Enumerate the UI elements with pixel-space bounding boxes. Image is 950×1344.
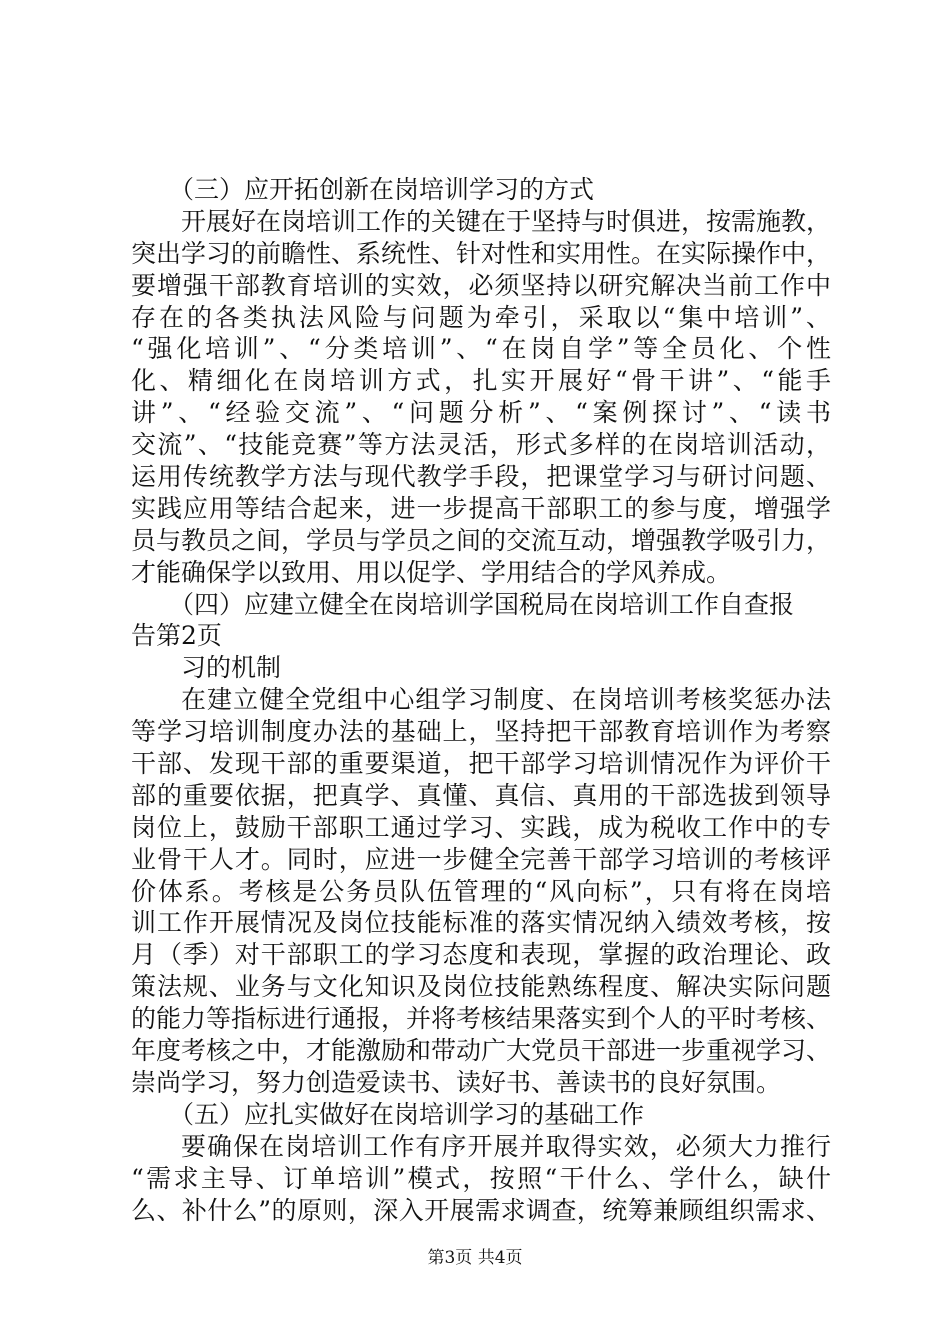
paragraph-line: 等学习培训制度办法的基础上，坚持把干部教育培训作为考察 [131,717,831,747]
paragraph-line: 崇尚学习，努力创造爱读书、读好书、善读书的良好氛围。 [131,1067,782,1097]
paragraph-line: 月（季）对干部职工的学习态度和表现，掌握的政治理论、政 [131,940,831,970]
section-heading: （四）应建立健全在岗培训学国税局在岗培训工作自查报 [169,589,795,619]
paragraph-line: “强化培训”、“分类培训”、“在岗自学”等全员化、个性 [131,334,831,364]
paragraph-line: 实践应用等结合起来，进一步提高干部职工的参与度，增强学 [131,493,831,523]
paragraph-line: 突出学习的前瞻性、系统性、针对性和实用性。在实际操作中， [131,238,832,268]
page-footer [0,1247,950,1269]
paragraph-line: 么、补什么”的原则，深入开展需求调查，统筹兼顾组织需求、 [131,1195,831,1225]
section-heading-continuation: 习的机制 [181,653,282,683]
paragraph-line: 的能力等指标进行通报，并将考核结果落实到个人的平时考核、 [131,1004,832,1034]
paragraph-line: 运用传统教学方法与现代教学手段，把课堂学习与研讨问题、 [131,462,831,492]
paragraph-line: 讲”、“经验交流”、“问题分析”、“案例探讨”、“读书 [131,398,831,428]
paragraph-line: 存在的各类执法风险与问题为牵引，采取以“集中培训”、 [131,302,831,332]
paragraph-line: “需求主导、订单培训”模式，按照“干什么、学什么，缺什 [131,1163,831,1193]
section-heading: （五）应扎实做好在岗培训学习的基础工作 [169,1099,645,1129]
paragraph-line: 年度考核之中，才能激励和带动广大党员干部进一步重视学习、 [131,1036,832,1066]
page-number: 第3页 共4页 [427,1248,523,1268]
paragraph-line: 部的重要依据，把真学、真懂、真信、真用的干部选拔到领导 [131,780,831,810]
paragraph-line: 开展好在岗培训工作的关键在于坚持与时俱进，按需施教， [181,206,832,236]
paragraph-line: 价体系。考核是公务员队伍管理的“风向标”，只有将在岗培 [131,876,831,906]
paragraph-line: 要增强干部教育培训的实效，必须坚持以研究解决当前工作中 [131,270,831,300]
paragraph-line: 干部、发现干部的重要渠道，把干部学习培训情况作为评价干 [131,749,831,779]
section-heading-continuation: 告第2页 [131,621,222,651]
section-heading: （三）应开拓创新在岗培训学习的方式 [169,175,595,204]
paragraph-line: 在建立健全党组中心组学习制度、在岗培训考核奖惩办法 [181,685,831,715]
document-body [131,174,831,1226]
paragraph-line: 业骨干人才。同时，应进一步健全完善干部学习培训的考核评 [131,844,831,874]
paragraph-line: 交流”、“技能竞赛”等方法灵活，形式多样的在岗培训活动， [131,430,831,460]
paragraph-line: 策法规、业务与文化知识及岗位技能熟练程度、解决实际问题 [131,972,831,1002]
paragraph-line: 要确保在岗培训工作有序开展并取得实效，必须大力推行 [181,1131,831,1161]
paragraph-line: 才能确保学以致用、用以促学、学用结合的学风养成。 [131,557,732,587]
paragraph-line: 化、精细化在岗培训方式，扎实开展好“骨干讲”、“能手 [131,366,831,396]
paragraph-line: 岗位上，鼓励干部职工通过学习、实践，成为税收工作中的专 [131,812,831,842]
paragraph-line: 训工作开展情况及岗位技能标准的落实情况纳入绩效考核，按 [131,908,831,938]
paragraph-line: 员与教员之间，学员与学员之间的交流互动，增强教学吸引力， [131,525,832,555]
